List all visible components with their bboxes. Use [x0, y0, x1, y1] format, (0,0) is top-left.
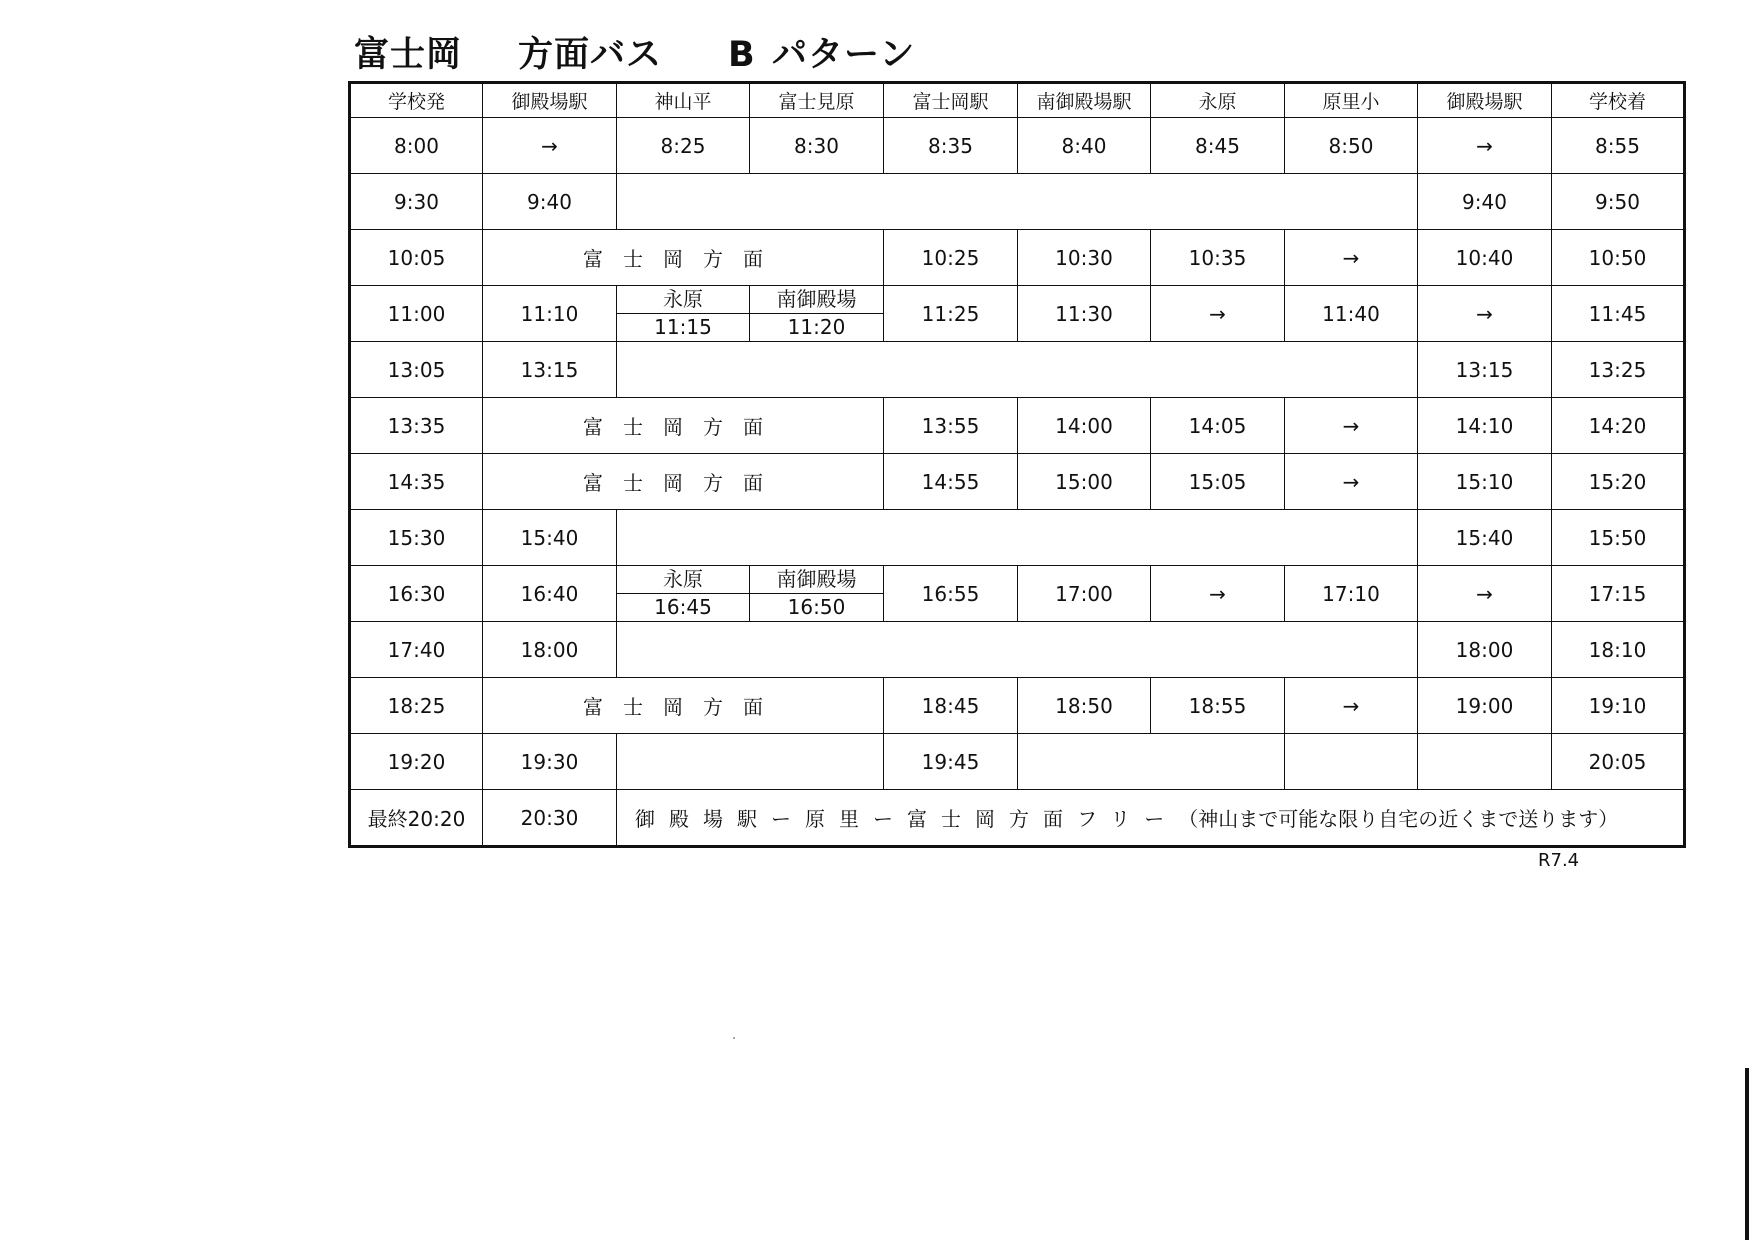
time-cell: 17:00 — [1018, 566, 1151, 622]
table-row — [350, 342, 1685, 398]
time-cell: 15:20 — [1552, 454, 1685, 510]
table-row — [350, 622, 1685, 678]
time-cell: 16:55 — [884, 566, 1018, 622]
time-cell: 14:00 — [1018, 398, 1151, 454]
header-cell: 学校着 — [1552, 83, 1685, 118]
time-cell: → — [1151, 286, 1285, 342]
scan-speck — [733, 1037, 735, 1039]
direction-cell: 富士岡方面 — [483, 230, 884, 286]
time-cell: 19:10 — [1552, 678, 1685, 734]
header-cell: 御殿場駅 — [483, 83, 617, 118]
time-cell: 13:25 — [1552, 342, 1685, 398]
time-cell: 18:00 — [483, 622, 617, 678]
title-pattern-word: パターン — [772, 35, 916, 75]
header-cell: 神山平 — [617, 83, 750, 118]
time-cell: 19:45 — [884, 734, 1018, 790]
time-cell: 11:45 — [1552, 286, 1685, 342]
time-cell: 13:05 — [350, 342, 483, 398]
header-cell: 御殿場駅 — [1418, 83, 1552, 118]
time-cell: 14:55 — [884, 454, 1018, 510]
time-cell: 9:40 — [1418, 174, 1552, 230]
time-cell: 10:30 — [1018, 230, 1151, 286]
time-cell: 18:10 — [1552, 622, 1685, 678]
time-cell: 8:35 — [884, 118, 1018, 174]
direction-cell: 富士岡方面 — [483, 398, 884, 454]
time-cell: 8:45 — [1151, 118, 1285, 174]
time-cell: 19:00 — [1418, 678, 1552, 734]
header-cell: 南御殿場駅 — [1018, 83, 1151, 118]
time-cell: 11:40 — [1285, 286, 1418, 342]
time-cell: 20:05 — [1552, 734, 1685, 790]
time-cell: 19:30 — [483, 734, 617, 790]
time-cell: 14:05 — [1151, 398, 1285, 454]
table-row — [350, 174, 1685, 230]
time-cell: 11:00 — [350, 286, 483, 342]
time-cell: 15:00 — [1018, 454, 1151, 510]
empty-span-cell — [617, 174, 1418, 230]
time-cell: → — [483, 118, 617, 174]
time-cell: → — [1418, 566, 1552, 622]
time-cell: 16:30 — [350, 566, 483, 622]
header-row — [350, 83, 1685, 118]
time-cell: 8:50 — [1285, 118, 1418, 174]
direction-cell: 富士岡方面 — [483, 454, 884, 510]
time-cell: → — [1418, 286, 1552, 342]
empty-span-cell — [1018, 734, 1285, 790]
time-cell: 18:00 — [1418, 622, 1552, 678]
time-cell: 13:15 — [483, 342, 617, 398]
time-cell: 14:10 — [1418, 398, 1552, 454]
time-cell: 17:10 — [1285, 566, 1418, 622]
split-stop-time: 11:15 — [654, 315, 712, 339]
time-cell: 8:25 — [617, 118, 750, 174]
header-cell: 永原 — [1151, 83, 1285, 118]
time-cell: 18:50 — [1018, 678, 1151, 734]
time-cell: → — [1285, 230, 1418, 286]
empty-span-cell — [617, 342, 1418, 398]
time-cell: 9:30 — [350, 174, 483, 230]
title-place: 富士岡 — [354, 35, 463, 75]
empty-span-cell — [617, 734, 884, 790]
split-stop-time: 11:20 — [787, 315, 846, 339]
time-cell: 8:00 — [350, 118, 483, 174]
bus-timetable — [348, 81, 1686, 848]
table-row — [350, 510, 1685, 566]
time-cell: 14:35 — [350, 454, 483, 510]
time-cell: 13:55 — [884, 398, 1018, 454]
time-cell: 11:10 — [483, 286, 617, 342]
page-title — [354, 30, 915, 80]
scan-edge-mark — [1745, 1068, 1749, 1240]
split-stop-cell — [617, 286, 750, 342]
table-row — [350, 398, 1685, 454]
time-cell: 14:20 — [1552, 398, 1685, 454]
direction-cell: 富士岡方面 — [483, 678, 884, 734]
empty-span-cell — [617, 510, 1418, 566]
time-cell: → — [1285, 454, 1418, 510]
time-cell: 17:15 — [1552, 566, 1685, 622]
time-cell: 15:50 — [1552, 510, 1685, 566]
time-cell: 8:30 — [750, 118, 884, 174]
empty-span-cell — [617, 622, 1418, 678]
time-cell: 9:50 — [1552, 174, 1685, 230]
split-stop-cell — [750, 286, 884, 342]
time-cell: 11:30 — [1018, 286, 1151, 342]
time-cell: → — [1418, 118, 1552, 174]
empty-cell — [1418, 734, 1552, 790]
title-direction: 方面バス — [518, 35, 663, 75]
time-cell: 9:40 — [483, 174, 617, 230]
free-route-note: （神山まで可能な限り自宅の近くまで送ります） — [1178, 807, 1619, 831]
time-cell: 10:40 — [1418, 230, 1552, 286]
time-cell: → — [1151, 566, 1285, 622]
time-cell: 15:30 — [350, 510, 483, 566]
header-cell: 富士岡駅 — [884, 83, 1018, 118]
time-cell: 15:40 — [483, 510, 617, 566]
time-cell: → — [1285, 678, 1418, 734]
time-cell: 最終20:20 — [350, 790, 483, 847]
split-stop-label: 永原 — [617, 566, 749, 594]
time-cell: 8:55 — [1552, 118, 1685, 174]
time-cell: 15:10 — [1418, 454, 1552, 510]
empty-cell — [1285, 734, 1418, 790]
table-row — [350, 118, 1685, 174]
table-row — [350, 678, 1685, 734]
time-cell: 10:05 — [350, 230, 483, 286]
table-row — [350, 454, 1685, 510]
time-cell: 15:40 — [1418, 510, 1552, 566]
split-stop-label: 南御殿場 — [750, 286, 883, 314]
time-cell: 18:25 — [350, 678, 483, 734]
table-row — [350, 230, 1685, 286]
time-cell: 11:25 — [884, 286, 1018, 342]
free-route-places: 御殿場駅ー原里ー富士岡方面フリー — [635, 807, 1179, 831]
split-stop-cell — [750, 566, 884, 622]
split-stop-label: 永原 — [617, 286, 749, 314]
time-cell: 19:20 — [350, 734, 483, 790]
time-cell: 15:05 — [1151, 454, 1285, 510]
free-route-cell — [617, 790, 1685, 847]
time-cell: 17:40 — [350, 622, 483, 678]
table-row — [350, 286, 1685, 342]
title-pattern-letter: B — [728, 35, 756, 75]
header-cell: 原里小 — [1285, 83, 1418, 118]
split-stop-cell — [617, 566, 750, 622]
time-cell: → — [1285, 398, 1418, 454]
time-cell: 13:35 — [350, 398, 483, 454]
time-cell: 10:35 — [1151, 230, 1285, 286]
time-cell: 8:40 — [1018, 118, 1151, 174]
split-stop-time: 16:45 — [654, 595, 712, 619]
time-cell: 18:45 — [884, 678, 1018, 734]
table-row — [350, 566, 1685, 622]
revision-code: R7.4 — [1538, 850, 1580, 871]
time-cell: 13:15 — [1418, 342, 1552, 398]
time-cell: 20:30 — [483, 790, 617, 847]
table-row — [350, 790, 1685, 847]
split-stop-label: 南御殿場 — [750, 566, 883, 594]
header-cell: 富士見原 — [750, 83, 884, 118]
time-cell: 10:50 — [1552, 230, 1685, 286]
split-stop-time: 16:50 — [787, 595, 846, 619]
time-cell: 16:40 — [483, 566, 617, 622]
table-row — [350, 734, 1685, 790]
time-cell: 10:25 — [884, 230, 1018, 286]
time-cell: 18:55 — [1151, 678, 1285, 734]
header-cell: 学校発 — [350, 83, 483, 118]
